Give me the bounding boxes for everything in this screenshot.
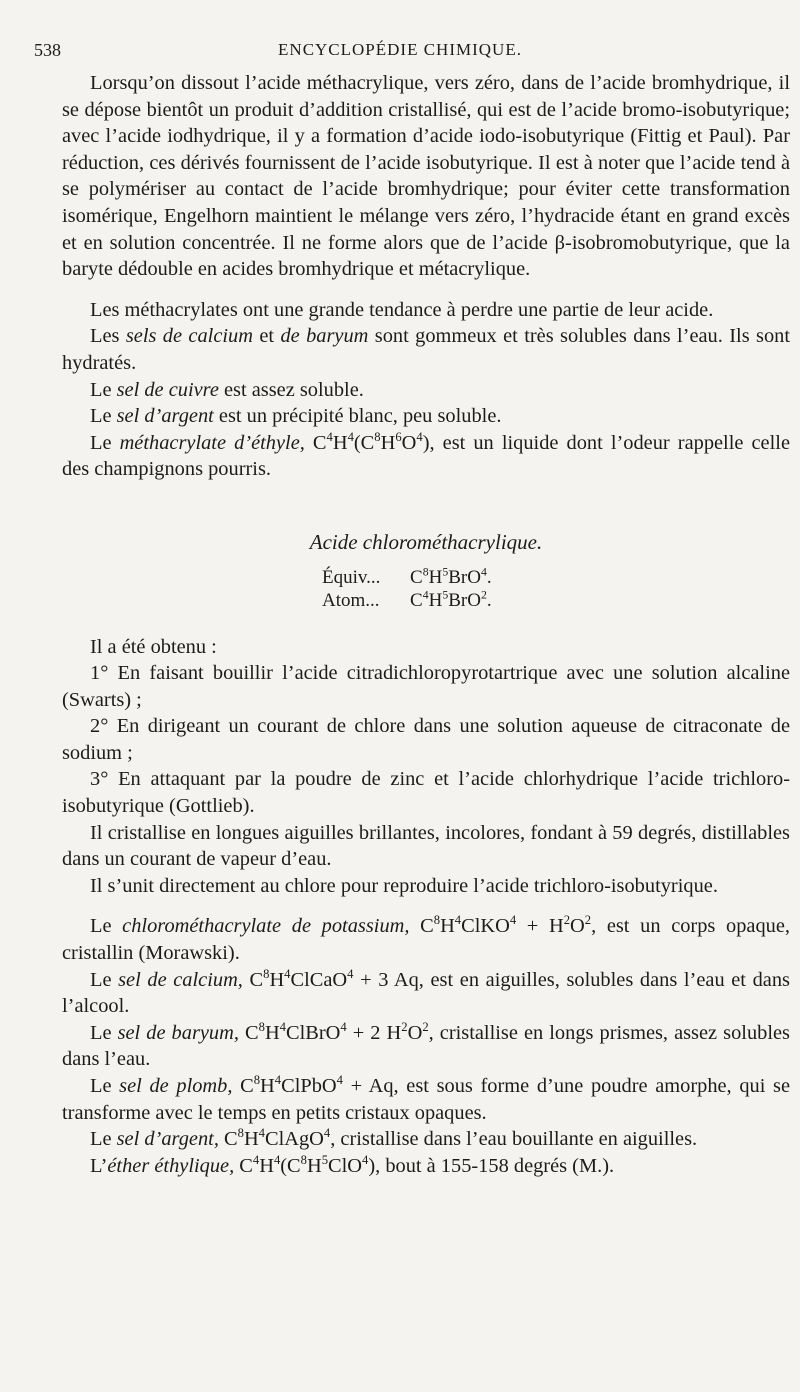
paragraph-lead-salt: Le sel de plomb, $C^8H^4ClPbO^4 + Aq$, est sous forme d’une poudre amorphe, qui se transforme avec le temps en petits cristaux opaques. bbox=[62, 1073, 791, 1124]
formula-block bbox=[62, 566, 790, 612]
formula-atom-label: Atom... bbox=[322, 589, 380, 611]
paragraph-barium-salt: Le sel de baryum, $C^8H^4ClBrO^4 + 2$ $H^2O^2$, cristallise en longs prismes, assez solubles dans l’eau. bbox=[62, 1020, 790, 1071]
paragraph-method-2: 2° En dirigeant un courant de chlore dans une solution aqueuse de citraconate de sodium ; bbox=[62, 715, 790, 764]
paragraph-method-3: 3° En attaquant par la poudre de zinc et l’acide chlorhydrique l’acide trichloro-isobutyrique (Gottlieb). bbox=[62, 768, 790, 818]
paragraph-addition-products: Lorsqu’on dissout l’acide méthacrylique, vers zéro, dans de l’acide bromhydrique, il se dépose bientôt un produit d’addition cristallisé, qui est de l’acide bromo-isobutyrique; avec l’acide iodhydrique, il y a formation d’acide iodo-isobutyrique (Fittig et Paul). Par réduction, ces dérivés fournissent de l’acide isobutyrique. Il est à noter que l’acide tend à se polymériser au contact de l’acide bromhydrique; pour éviter cette transformation isomérique, Engelhorn maintient le mélange vers zéro, l’hydracide étant en grand excès et en solution concentrée. Il ne forme alors que de l’acide β-isobromobutyrique, que la baryte dédouble en acides bromhydrique et métacrylique. bbox=[62, 72, 790, 281]
paragraph-ethyl-methacrylate: Le méthacrylate d’éthyle, $C^4H^4(C^8H^6O^4)$, est un liquide dont l’odeur rappelle celle des champignons pourris. bbox=[62, 429, 790, 481]
formula-atom-row bbox=[62, 589, 790, 612]
running-title: ENCYCLOPÉDIE CHIMIQUE. bbox=[278, 40, 522, 59]
paragraph-calcium-salt: Le sel de calcium, $C^8H^4ClCaO^4 + 3$ Aq, est en aiguilles, solubles dans l’eau et dans l’alcool. bbox=[62, 966, 790, 1018]
running-head bbox=[34, 40, 766, 64]
paragraph-silver-salt: Le sel d’argent est un précipité blanc, peu soluble. bbox=[90, 405, 502, 428]
paragraph-crystallizes: Il cristallise en longues aiguilles brillantes, incolores, fondant à 59 degrés, distillables dans un courant de vapeur d’eau. bbox=[62, 821, 790, 871]
paragraph-copper-salt: Le sel de cuivre est assez soluble. bbox=[90, 378, 364, 401]
paragraph-method-1: 1° En faisant bouillir l’acide citradichloropyrotartrique avec une solution alcaline (Swarts) ; bbox=[62, 662, 790, 711]
formula-equiv-label: Équiv... bbox=[322, 566, 381, 588]
page-number: 538 bbox=[34, 40, 61, 60]
formula-equiv-value: $C^8H^5BrO^4$. bbox=[410, 565, 492, 588]
paragraph-obtained: Il a été obtenu : bbox=[90, 635, 217, 658]
section-title: Acide chlorométhacrylique. bbox=[309, 529, 543, 554]
body-text bbox=[62, 70, 790, 1179]
paragraph-calcium-barium-salts: Les sels de calcium et de baryum sont gommeux et très solubles dans l’eau. Ils sont hydratés. bbox=[62, 325, 790, 374]
paragraph-silver-salt-2: Le sel d’argent, $C^8H^4ClAgO^4$, cristallise dans l’eau bouillante en aiguilles. bbox=[90, 1126, 698, 1151]
paragraph-potassium-salt: Le chlorométhacrylate de potassium, $C^8H^4ClKO^4 + H^2O^2$, est un corps opaque, cristallin (Morawski). bbox=[62, 913, 791, 965]
formula-atom-value: $C^4H^5BrO^2$. bbox=[410, 588, 492, 611]
paragraph-ethyl-ether: L’éther éthylique, $C^4H^4(C^8H^5ClO^4)$, bout à 155-158 degrés (M.). bbox=[90, 1152, 615, 1177]
formula-equiv-row bbox=[62, 566, 790, 589]
paragraph-methacrylates: Les méthacrylates ont une grande tendance à perdre une partie de leur acide. bbox=[90, 298, 714, 321]
paragraph-chlorine: Il s’unit directement au chlore pour reproduire l’acide trichloro-isobutyrique. bbox=[90, 874, 718, 897]
